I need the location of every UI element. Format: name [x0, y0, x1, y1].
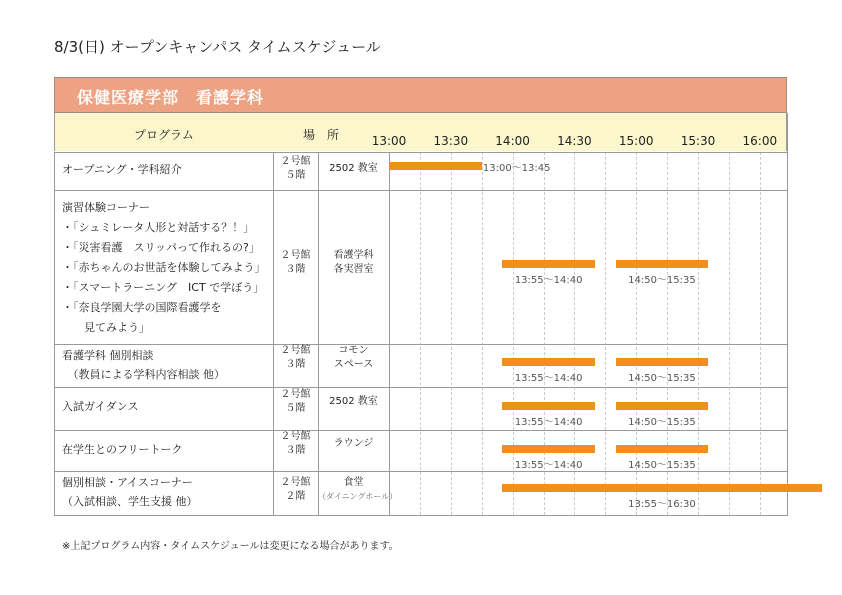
grid-line — [729, 152, 730, 515]
program-text: 在学生とのフリートーク — [62, 443, 183, 456]
grid-line — [420, 152, 421, 515]
program-text: 入試ガイダンス — [62, 400, 139, 413]
grid-line — [513, 152, 514, 515]
time-tick-label: 14:30 — [557, 134, 592, 148]
program-text: ・「災害看護 スリッパって作れるの?」 — [62, 241, 260, 254]
schedule-bar — [502, 358, 595, 366]
bar-time-label: 14:50～15:35 — [628, 275, 696, 286]
program-text: 看護学科 個別相談 — [62, 349, 154, 362]
room-name: コモン スペース — [333, 345, 374, 370]
bar-time-label: 14:50～15:35 — [628, 460, 696, 471]
bar-time-label: 13:55～16:30 — [628, 499, 696, 510]
row-divider — [54, 471, 788, 472]
program-text: 個別相談・アイスコーナー — [62, 476, 193, 489]
program-text: 演習体験コーナー — [62, 201, 150, 214]
row-divider — [54, 387, 788, 388]
bar-time-label: 14:50～15:35 — [628, 373, 696, 384]
grid-line — [760, 152, 761, 515]
room-name: 食堂 （ダイニングホール） — [318, 477, 398, 501]
building-floor: ２号館 ５階 — [280, 156, 311, 181]
table-border — [54, 152, 55, 515]
column-divider — [389, 152, 390, 515]
program-text: ・「赤ちゃんのお世話を体験してみよう」 — [62, 261, 266, 274]
grid-line — [482, 152, 483, 515]
building-floor: ２号館 ２階 — [280, 477, 311, 502]
room-name: ラウンジ — [333, 438, 374, 449]
time-tick-label: 15:00 — [618, 134, 654, 148]
program-text: ・「スマートラーニング ICT で学ぼう」 — [62, 281, 265, 294]
schedule-bar — [616, 358, 709, 366]
schedule-bar — [616, 260, 709, 268]
bar-time-label: 13:55～14:40 — [514, 460, 583, 471]
column-divider — [318, 152, 319, 515]
grid-line — [605, 152, 606, 515]
schedule-bar — [616, 402, 709, 410]
building-floor: ２号館 ３階 — [280, 345, 311, 370]
column-divider — [273, 152, 274, 515]
header-place: 場 所 — [303, 128, 340, 142]
page-title: 8/3(日) オープンキャンパス タイムスケジュール — [54, 38, 381, 56]
building-floor: ２号館 ５階 — [280, 389, 311, 414]
schedule-bar — [389, 162, 482, 170]
row-divider — [54, 190, 788, 191]
schedule-bar — [502, 260, 595, 268]
grid-line — [451, 152, 452, 515]
time-tick-label: 15:30 — [680, 134, 716, 148]
room-name: 2502 教室 — [329, 396, 378, 407]
department-banner — [54, 77, 787, 113]
schedule-bar — [502, 484, 821, 492]
footnote: ※上記プログラム内容・タイムスケジュールは変更になる場合があります。 — [62, 541, 399, 552]
bar-time-label: 14:50～15:35 — [628, 417, 696, 428]
table-border — [787, 113, 788, 515]
room-name: 看護学科 各実習室 — [333, 250, 374, 275]
schedule-bar — [502, 402, 595, 410]
row-divider — [54, 515, 788, 516]
row-divider — [54, 430, 788, 431]
bar-time-label: 13:00～13:45 — [482, 163, 551, 174]
bar-time-label: 13:55～14:40 — [514, 373, 583, 384]
bar-time-label: 13:55～14:40 — [514, 275, 583, 286]
room-name: 2502 教室 — [329, 163, 378, 174]
building-floor: ２号館 ３階 — [280, 431, 311, 456]
building-floor: ２号館 ３階 — [280, 250, 311, 275]
program-text: オープニング・学科紹介 — [62, 163, 182, 176]
time-tick-label: 16:00 — [742, 134, 778, 148]
time-tick-label: 14:00 — [495, 134, 530, 148]
row-divider — [54, 152, 788, 153]
program-text: （教員による学科内容相談 他） — [62, 368, 225, 381]
time-tick-label: 13:00 — [371, 134, 407, 148]
time-tick-label: 13:30 — [433, 134, 469, 148]
program-text: ・「奈良学園大学の国際看護学を — [62, 301, 222, 314]
program-text: （入試相談、学生支援 他） — [62, 495, 198, 508]
header-program: プログラム — [134, 128, 194, 142]
row-divider — [54, 344, 788, 345]
bar-time-label: 13:55～14:40 — [514, 417, 583, 428]
program-text: ・「シュミレータ人形と対話する？！」 — [62, 221, 255, 234]
grid-line — [698, 152, 699, 515]
program-text: 見てみよう」 — [62, 321, 150, 334]
department-name: 保健医療学部 看護学科 — [77, 88, 265, 107]
schedule-bar — [502, 445, 595, 453]
schedule-bar — [616, 445, 709, 453]
